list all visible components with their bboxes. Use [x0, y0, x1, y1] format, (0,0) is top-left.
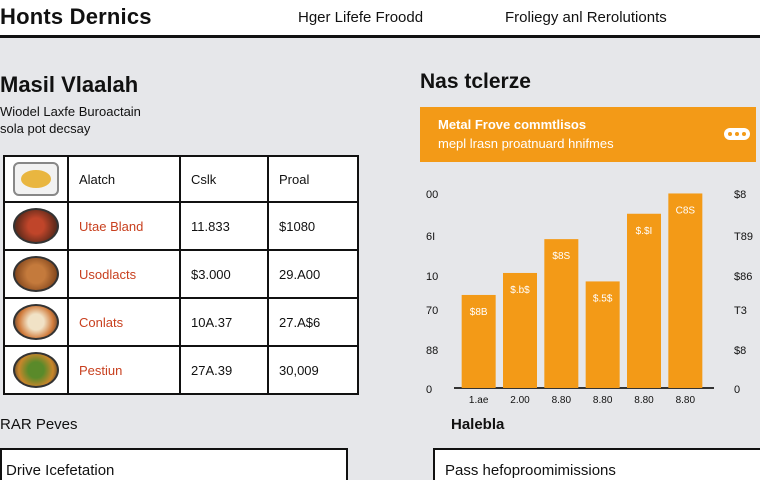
dish-name: Usodlacts — [68, 250, 180, 298]
dish-name: Utae Bland — [68, 202, 180, 250]
chart-footer-label: Halebla — [451, 416, 505, 433]
x-tick-label: 8.80 — [592, 395, 613, 406]
bar-chart-svg — [420, 180, 760, 410]
bar-value-label: $8S — [552, 251, 571, 263]
dish-price: $1080 — [268, 202, 358, 250]
dish-name: Pestiun — [68, 346, 180, 394]
column-header-price: Proal — [268, 156, 358, 202]
x-tick-label: 8.80 — [551, 395, 572, 406]
noodle-plate-icon — [13, 352, 59, 388]
dish-cost: 27A.39 — [180, 346, 268, 394]
chart-bar — [668, 193, 702, 388]
y-tick-label-right: $8 — [734, 189, 747, 201]
column-header-cost: Cslk — [180, 156, 268, 202]
info-banner — [420, 107, 756, 162]
dish-price: 29.A00 — [268, 250, 358, 298]
table-row[interactable] — [4, 346, 358, 394]
brand-title: Honts Dernics — [0, 4, 152, 29]
left-section-title: Masil Vlaalah — [0, 72, 139, 97]
x-tick-label: 1.ae — [468, 395, 489, 406]
dish-name: Conlats — [68, 298, 180, 346]
banner-subtitle: mepl lrasn proatnuard hnifmes — [438, 136, 614, 151]
dish-cost: 10A.37 — [180, 298, 268, 346]
y-tick-label-right: T3 — [734, 305, 747, 317]
fried-food-icon — [13, 256, 59, 292]
x-tick-label: 8.80 — [675, 395, 696, 406]
column-header-match: Alatch — [68, 156, 180, 202]
x-tick-label: 2.00 — [510, 395, 530, 406]
nav-link-food[interactable]: Hger Lifefe Froodd — [298, 9, 424, 26]
y-tick-label-right: 0 — [734, 384, 741, 396]
drive-box-button[interactable]: Drive Icefetation — [0, 448, 348, 480]
bar-value-label: $.5$ — [592, 293, 613, 305]
y-tick-label-right: T89 — [734, 231, 753, 243]
y-tick-label-left: 70 — [426, 305, 439, 317]
dish-price: 27.A$6 — [268, 298, 358, 346]
table-row[interactable] — [4, 298, 358, 346]
x-tick-label: 8.80 — [634, 395, 654, 406]
right-section-title: Nas tclerze — [420, 70, 531, 93]
chart-bar — [627, 214, 661, 388]
tacos-plate-icon — [13, 162, 59, 196]
y-tick-label-left: 0 — [426, 384, 433, 396]
bar-value-label: $8B — [469, 306, 488, 318]
row-image-cell — [4, 346, 68, 394]
bar-chart — [420, 180, 760, 410]
banner-title: Metal Frove commtlisos — [438, 117, 587, 132]
table-row[interactable] — [4, 202, 358, 250]
y-tick-label-left: 6I — [426, 231, 436, 243]
header-image-cell — [4, 156, 68, 202]
nav-link-revolutions[interactable]: Froliegy anl Rerolutionts — [505, 9, 667, 26]
y-tick-label-right: $86 — [734, 271, 753, 283]
bar-value-label: $.b$ — [510, 284, 530, 296]
menu-table — [3, 155, 359, 395]
permissions-box-button[interactable]: Pass hefoproomimissions — [433, 448, 760, 480]
table-row[interactable] — [4, 250, 358, 298]
row-image-cell — [4, 250, 68, 298]
row-image-cell — [4, 202, 68, 250]
dish-cost: 11.833 — [180, 202, 268, 250]
stew-bowl-icon — [13, 208, 59, 244]
rice-bowl-icon — [13, 304, 59, 340]
dish-cost: $3.000 — [180, 250, 268, 298]
dish-price: 30,009 — [268, 346, 358, 394]
y-tick-label-left: 10 — [426, 271, 439, 283]
y-tick-label-left: 88 — [426, 345, 439, 357]
left-subtitle-2: sola pot decsay — [0, 121, 91, 136]
more-options-icon[interactable] — [724, 128, 750, 140]
left-subtitle: Wiodel Laxfe Buroactain — [0, 104, 141, 119]
y-tick-label-right: $8 — [734, 345, 747, 357]
bar-value-label: C8S — [675, 205, 696, 217]
row-image-cell — [4, 298, 68, 346]
y-tick-label-left: 00 — [426, 189, 439, 201]
top-bar — [0, 0, 760, 38]
bar-value-label: $.$I — [635, 225, 653, 237]
table-header-row — [4, 156, 358, 202]
left-footer-label: RAR Peves — [0, 416, 78, 433]
